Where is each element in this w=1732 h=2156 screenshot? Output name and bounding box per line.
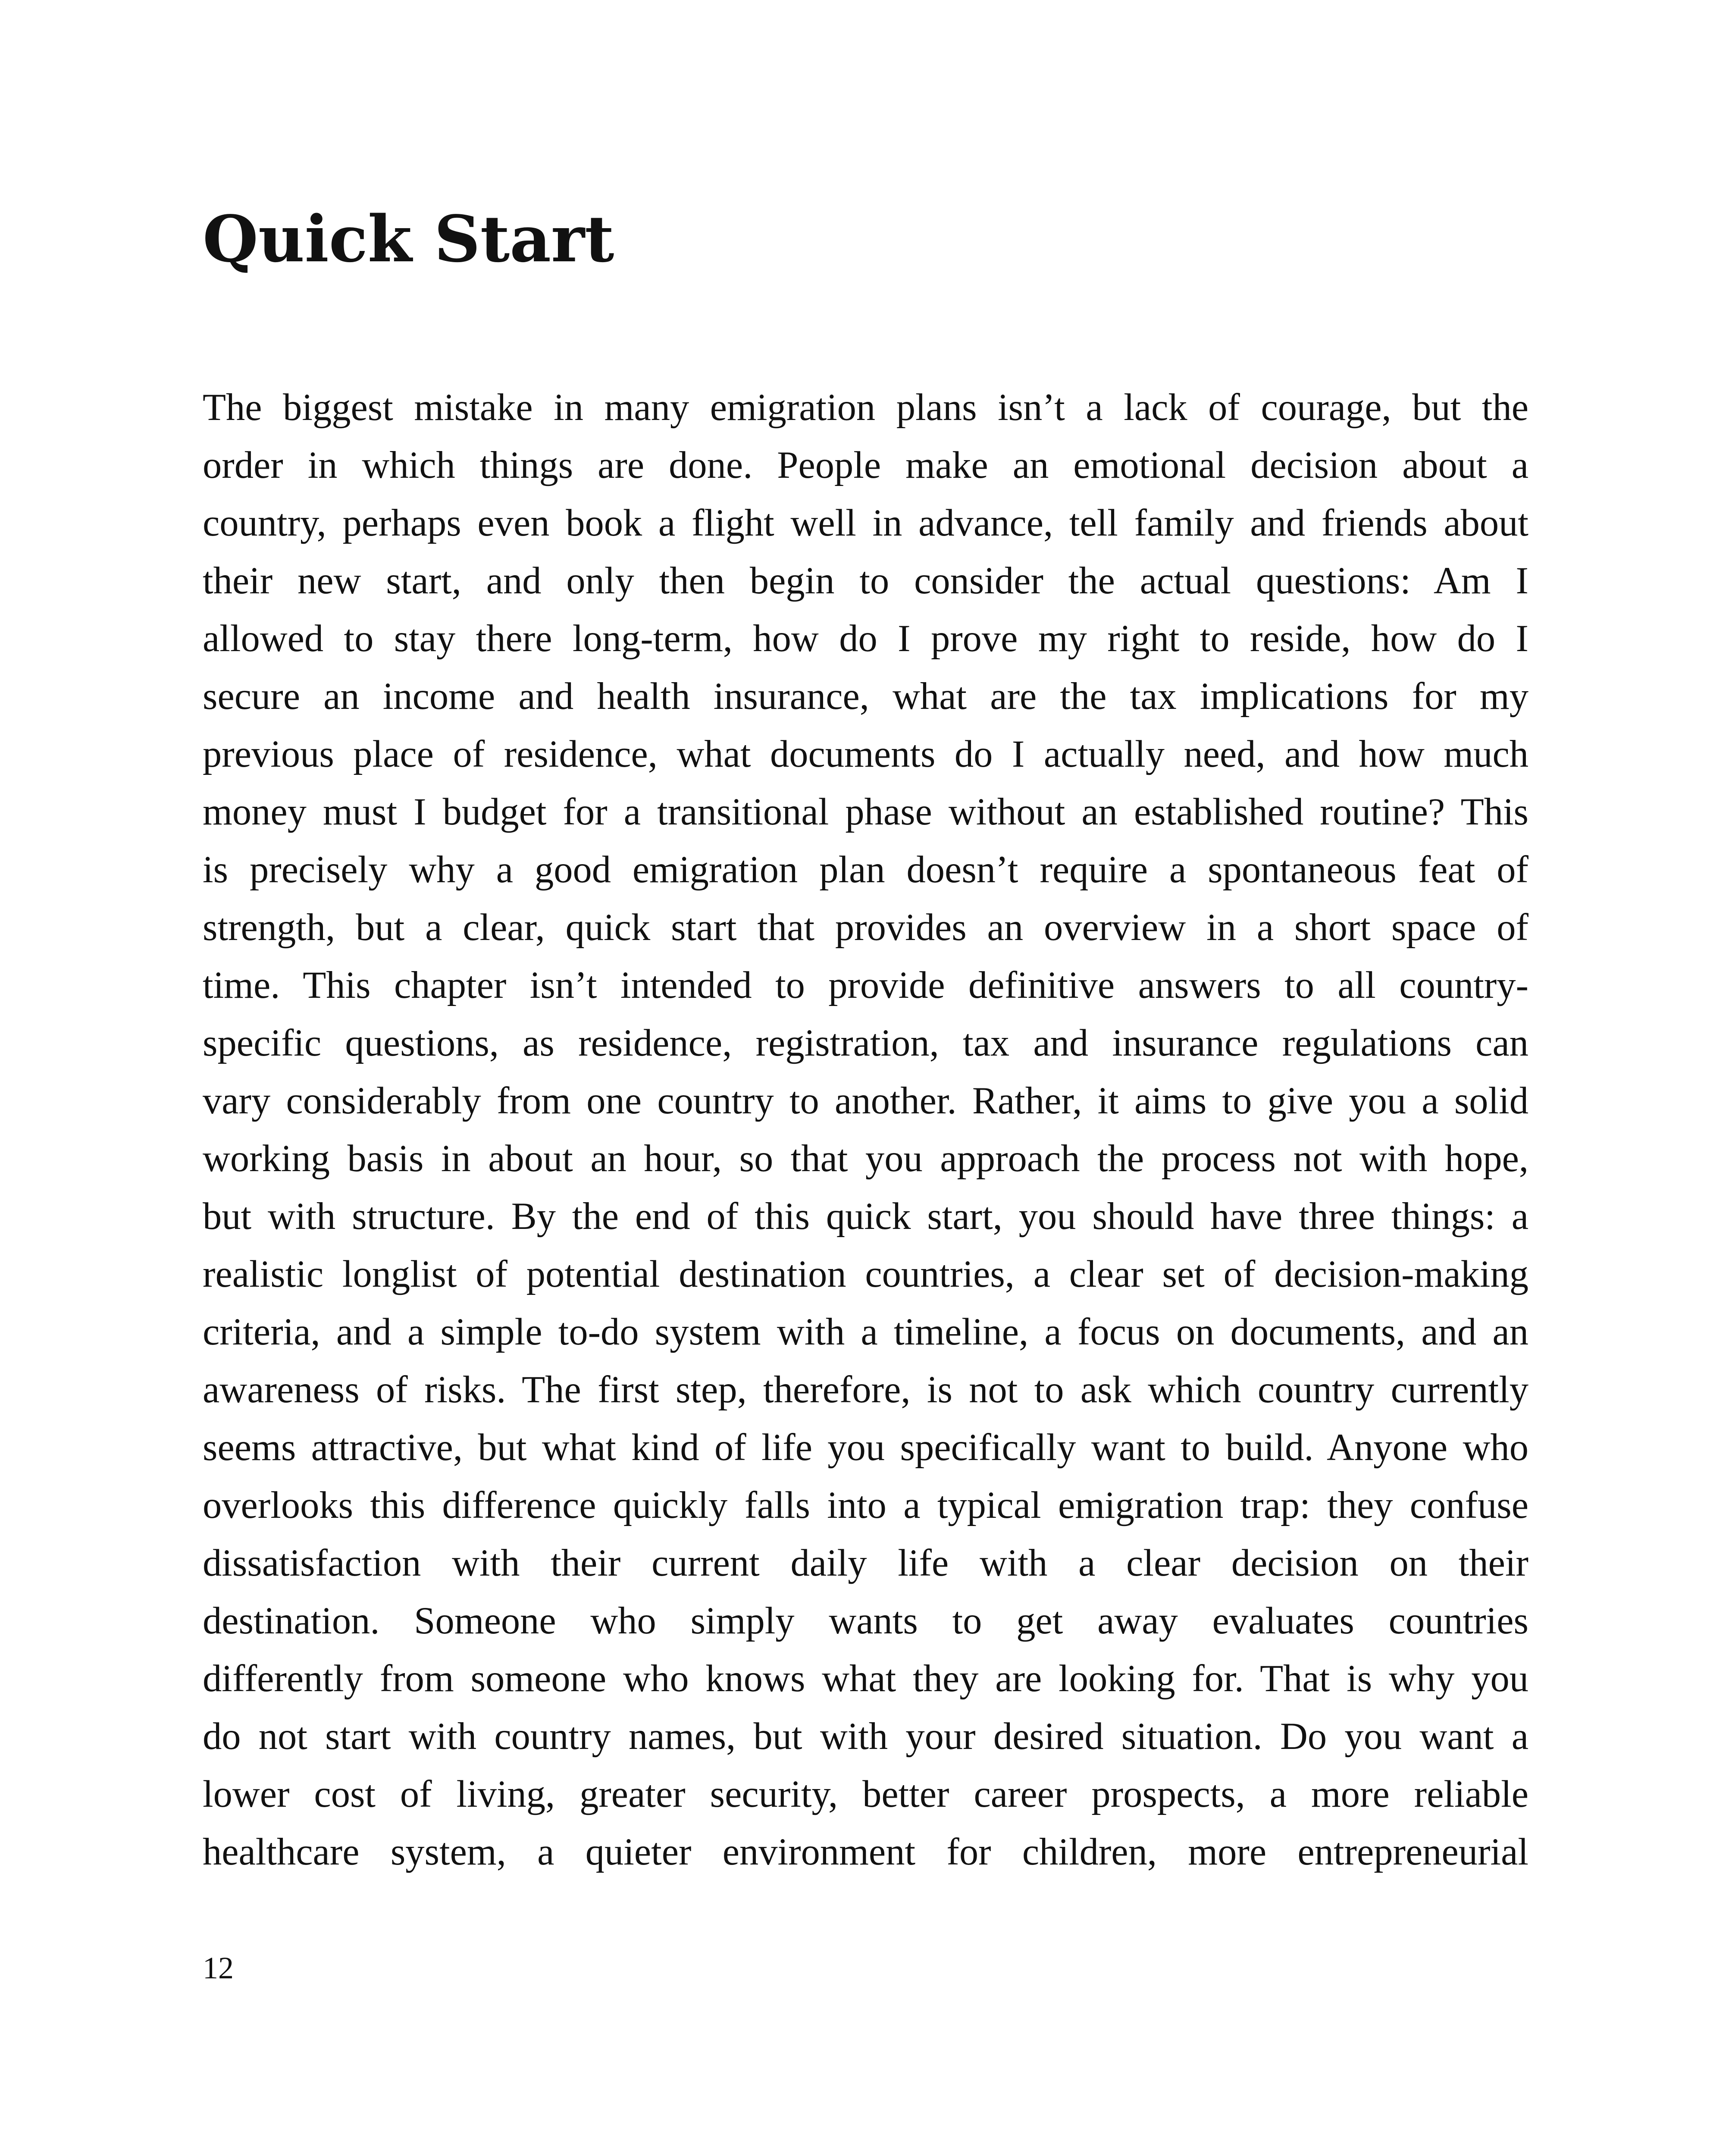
chapter-title: Quick Start bbox=[203, 201, 614, 276]
body-line: working basis in about an hour, so that you approach the process not with hope, bbox=[203, 1138, 1528, 1180]
body-paragraph bbox=[203, 379, 1528, 1881]
body-line: allowed to stay there long-term, how do I prove my right to reside, how do I bbox=[203, 617, 1528, 660]
body-line: do not start with country names, but with your desired situation. Do you want a bbox=[203, 1715, 1528, 1758]
body-line: criteria, and a simple to-do system with a timeline, a focus on documents, and an bbox=[203, 1311, 1528, 1353]
body-line: country, perhaps even book a flight well in advance, tell family and friends about bbox=[203, 502, 1528, 544]
body-line: their new start, and only then begin to consider the actual questions: Am I bbox=[203, 560, 1528, 602]
body-line: but with structure. By the end of this quick start, you should have three things: a bbox=[203, 1195, 1528, 1238]
body-line: seems attractive, but what kind of life you specifically want to build. Anyone who bbox=[203, 1426, 1528, 1469]
body-line: is precisely why a good emigration plan doesn’t require a spontaneous feat of bbox=[203, 849, 1528, 891]
body-line: realistic longlist of potential destination countries, a clear set of decision-making bbox=[203, 1253, 1528, 1295]
body-line: healthcare system, a quieter environment for children, more entrepreneurial bbox=[203, 1831, 1528, 1873]
body-line: previous place of residence, what documents do I actually need, and how much bbox=[203, 733, 1528, 775]
body-line: lower cost of living, greater security, better career prospects, a more reliable bbox=[203, 1773, 1528, 1815]
body-line: order in which things are done. People make an emotional decision about a bbox=[203, 444, 1528, 486]
page-number: 12 bbox=[203, 1951, 234, 1985]
body-line: differently from someone who knows what they are looking for. That is why you bbox=[203, 1658, 1528, 1700]
body-line: specific questions, as residence, registration, tax and insurance regulations can bbox=[203, 1022, 1528, 1064]
body-line: overlooks this difference quickly falls into a typical emigration trap: they confuse bbox=[203, 1484, 1528, 1526]
body-line: dissatisfaction with their current daily life with a clear decision on their bbox=[203, 1542, 1528, 1584]
body-line: secure an income and health insurance, what are the tax implications for my bbox=[203, 675, 1528, 718]
body-line: vary considerably from one country to another. Rather, it aims to give you a solid bbox=[203, 1080, 1528, 1122]
body-line: money must I budget for a transitional phase without an established routine? This bbox=[203, 791, 1528, 833]
body-line: strength, but a clear, quick start that provides an overview in a short space of bbox=[203, 906, 1528, 949]
body-line: time. This chapter isn’t intended to provide definitive answers to all country- bbox=[203, 964, 1528, 1006]
body-line: destination. Someone who simply wants to get away evaluates countries bbox=[203, 1600, 1528, 1642]
body-line: awareness of risks. The first step, therefore, is not to ask which country currently bbox=[203, 1369, 1528, 1411]
body-line: The biggest mistake in many emigration plans isn’t a lack of courage, but the bbox=[203, 386, 1528, 429]
